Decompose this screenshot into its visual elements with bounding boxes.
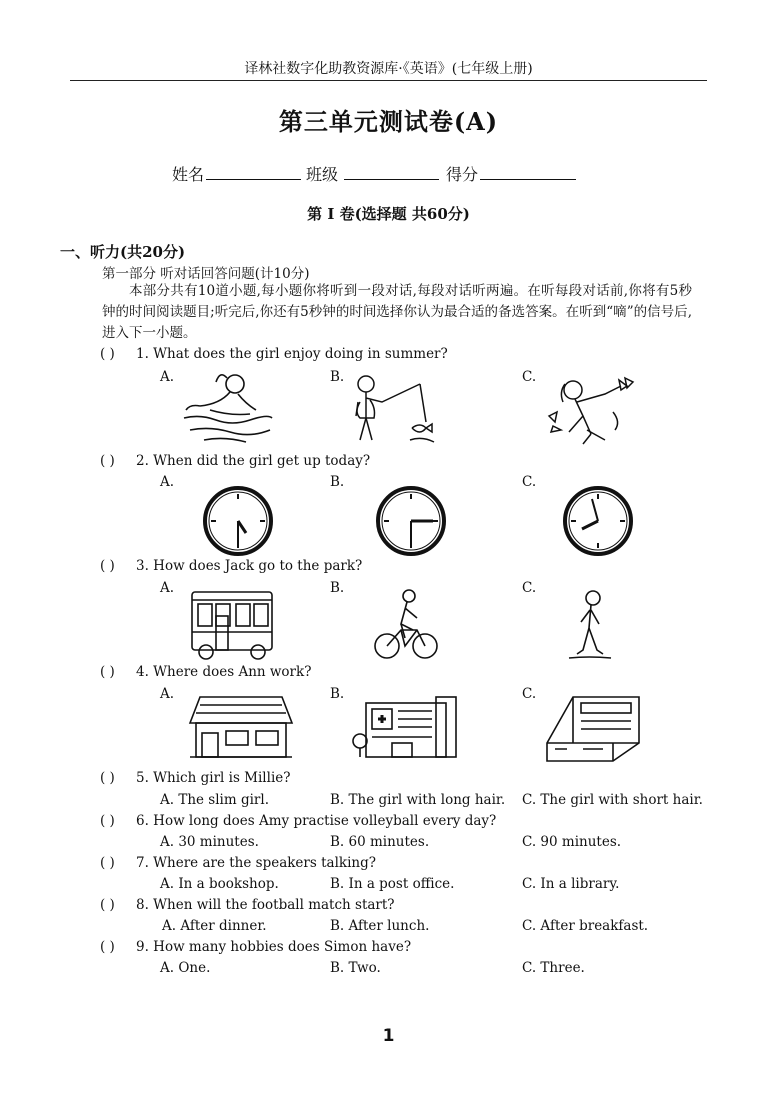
option-a[interactable]: A. One. xyxy=(160,960,211,976)
question-9 xyxy=(100,939,411,955)
option-c[interactable]: C. After breakfast. xyxy=(522,918,649,934)
option-b[interactable]: B. xyxy=(330,474,345,490)
answer-bracket[interactable]: ( ) xyxy=(100,346,115,362)
subsection-title: 第一部分 听对话回答问题(计10分) xyxy=(102,266,310,282)
option-a[interactable]: A. xyxy=(160,686,175,702)
option-a[interactable]: A. xyxy=(160,369,175,385)
option-c[interactable]: C. The girl with short hair. xyxy=(522,792,703,808)
question-text: 9. How many hobbies does Simon have? xyxy=(136,939,412,955)
option-a[interactable]: A. In a bookshop. xyxy=(160,876,279,892)
hospital-image xyxy=(352,693,460,761)
option-b[interactable]: B. The girl with long hair. xyxy=(330,792,506,808)
swimming-girl-image xyxy=(180,370,275,445)
question-2 xyxy=(100,453,370,469)
question-6 xyxy=(100,813,496,829)
score-label: 得分 xyxy=(446,165,479,184)
class-blank[interactable] xyxy=(344,165,439,180)
answer-bracket[interactable]: ( ) xyxy=(100,939,115,955)
question-text: 7. Where are the speakers talking? xyxy=(136,855,376,871)
answer-bracket[interactable]: ( ) xyxy=(100,770,115,786)
option-b[interactable]: B. In a post office. xyxy=(330,876,455,892)
option-b[interactable]: B. After lunch. xyxy=(330,918,430,934)
option-c[interactable]: C. xyxy=(522,686,537,702)
option-c[interactable]: C. 90 minutes. xyxy=(522,834,622,850)
option-c[interactable]: C. xyxy=(522,474,537,490)
question-text: 4. Where does Ann work? xyxy=(136,664,312,680)
bus-image xyxy=(186,588,278,662)
answer-bracket[interactable]: ( ) xyxy=(100,558,115,574)
option-c[interactable]: C. In a library. xyxy=(522,876,620,892)
clock-b-image xyxy=(375,485,447,557)
score-blank[interactable] xyxy=(480,165,576,180)
option-b[interactable]: B. 60 minutes. xyxy=(330,834,430,850)
option-c[interactable]: C. Three. xyxy=(522,960,585,976)
part-title: 第 I 卷(选择题 共60分) xyxy=(307,205,470,223)
bicycle-rider-image xyxy=(373,588,439,662)
option-c[interactable]: C. xyxy=(522,580,537,596)
score-field[interactable] xyxy=(446,162,576,185)
answer-bracket[interactable]: ( ) xyxy=(100,813,115,829)
question-1 xyxy=(100,346,448,362)
girl-catching-butterflies-image xyxy=(543,372,638,447)
option-a[interactable]: A. 30 minutes. xyxy=(160,834,259,850)
question-7 xyxy=(100,855,376,871)
answer-bracket[interactable]: ( ) xyxy=(100,664,115,680)
walking-boy-image xyxy=(565,588,615,662)
question-3 xyxy=(100,558,362,574)
question-text: 1. What does the girl enjoy doing in summer? xyxy=(136,346,448,362)
question-8 xyxy=(100,897,395,913)
option-a[interactable]: A. xyxy=(160,474,175,490)
fishing-girl-image xyxy=(350,372,440,447)
question-text: 5. Which girl is Millie? xyxy=(136,770,291,786)
question-text: 2. When did the girl get up today? xyxy=(136,453,371,469)
option-a[interactable]: A. xyxy=(160,580,175,596)
option-a[interactable]: A. After dinner. xyxy=(162,918,267,934)
question-text: 6. How long does Amy practise volleyball every day? xyxy=(136,813,497,829)
instructions: 本部分共有10道小题,每小题你将听到一段对话,每段对话听两遍。在听每段对话前,你将有5秒钟的时间阅读题目;听完后,你还有5秒钟的时间选择你认为最合适的备选答案。在听到“嘀”的信号后,进入下一小题。 xyxy=(102,283,692,341)
class-label: 班级 xyxy=(306,165,339,184)
page-header: 译林社数字化助教资源库·《英语》(七年级上册) xyxy=(244,61,533,77)
answer-bracket[interactable]: ( ) xyxy=(100,855,115,871)
option-b[interactable]: B. Two. xyxy=(330,960,381,976)
name-label: 姓名 xyxy=(172,165,205,184)
section-title: 一、听力(共20分) xyxy=(60,243,186,261)
header-divider xyxy=(70,80,707,81)
option-b[interactable]: B. xyxy=(330,580,345,596)
question-text: 3. How does Jack go to the park? xyxy=(136,558,363,574)
factory-image xyxy=(543,693,643,765)
name-blank[interactable] xyxy=(206,165,301,180)
answer-bracket[interactable]: ( ) xyxy=(100,897,115,913)
name-field[interactable] xyxy=(172,162,301,185)
question-5 xyxy=(100,770,291,786)
page-number: 1 xyxy=(382,1026,395,1046)
option-b[interactable]: B. xyxy=(330,686,345,702)
clock-c-image xyxy=(562,485,634,557)
answer-bracket[interactable]: ( ) xyxy=(100,453,115,469)
option-b[interactable]: B. xyxy=(330,369,345,385)
question-4 xyxy=(100,664,311,680)
page-title: 第三单元测试卷(A) xyxy=(278,107,499,136)
class-field[interactable] xyxy=(306,162,439,185)
option-c[interactable]: C. xyxy=(522,369,537,385)
option-a[interactable]: A. The slim girl. xyxy=(160,792,269,808)
question-text: 8. When will the football match start? xyxy=(136,897,395,913)
shop-image xyxy=(186,693,294,761)
clock-a-image xyxy=(202,485,274,557)
